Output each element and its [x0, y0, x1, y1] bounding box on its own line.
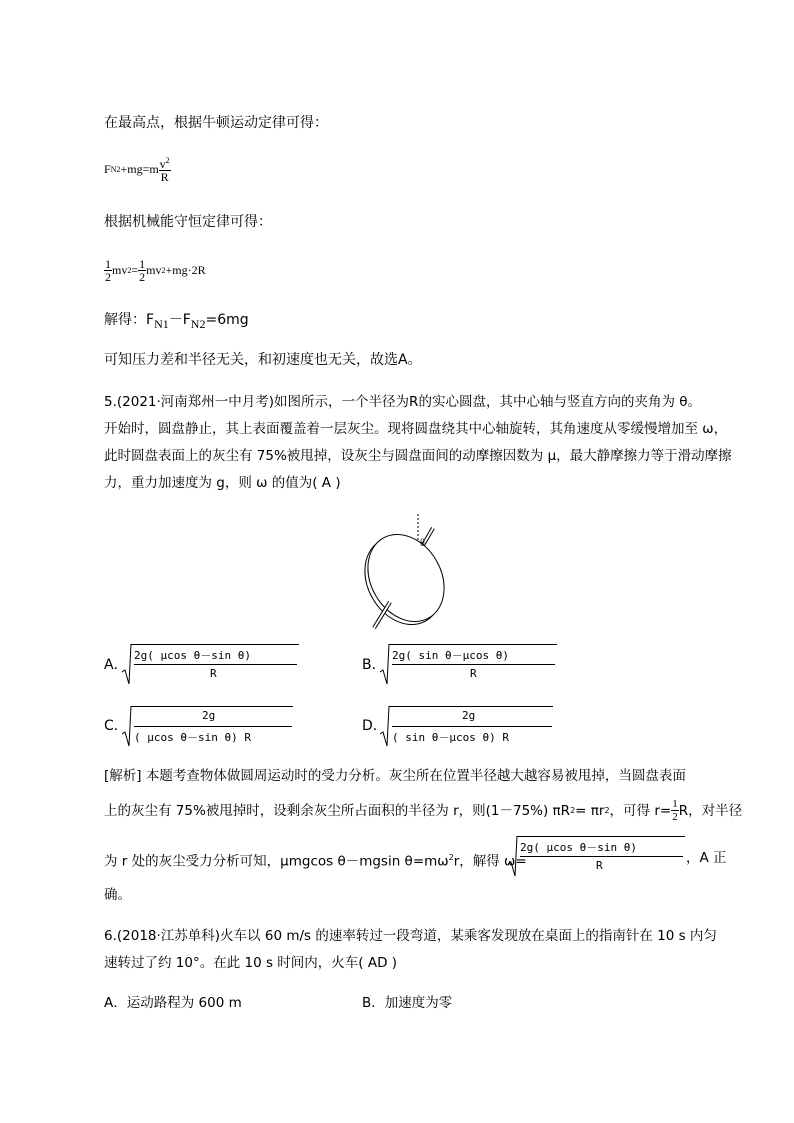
analysis3-b: r，解得 ω= — [453, 853, 527, 870]
l3-b: －F — [168, 312, 191, 328]
eq2-a: mv — [112, 263, 128, 277]
analysis-line-2 — [104, 798, 742, 823]
disk-front — [360, 521, 459, 632]
q6-option-b[interactable]: B．加速度为零 — [362, 995, 453, 1011]
l3-sub2: N2 — [190, 316, 206, 331]
l3-a: 解得：F — [104, 312, 155, 328]
solution-conclusion: 可知压力差和半径无关，和初速度也无关，故选A。 — [104, 352, 422, 368]
analysis-line-3 — [104, 848, 527, 872]
option-c-den: ( μcos θ－sin θ) R — [134, 731, 251, 744]
tilted-disk-figure — [360, 512, 460, 632]
equation-2 — [104, 258, 206, 283]
analysis3-a: 为 r 处的灰尘受力分析可知，μmgcos θ－mgsin θ=mω — [104, 853, 449, 870]
analysis-omega-formula — [508, 834, 688, 878]
eq2-fraction-2 — [138, 258, 146, 283]
l3-c: =6mg — [205, 312, 249, 328]
eq2-a-sup: 2 — [127, 266, 132, 275]
eq2-f1-num: 1 — [105, 257, 111, 271]
analysis3-num: 2g( μcos θ－sin θ) — [520, 841, 637, 854]
eq1-mid: +mg=m — [120, 161, 159, 176]
analysis2-b: = πr — [575, 802, 605, 819]
eq2-eq: = — [131, 263, 139, 277]
q6-line-2: 速转过了约 10°。在此 10 s 时间内，火车( AD ) — [104, 955, 398, 971]
option-a-den: R — [210, 667, 217, 680]
eq2-f1-den: 2 — [105, 270, 111, 284]
l3-sub1: N1 — [154, 316, 169, 331]
option-b-den: R — [470, 667, 477, 680]
option-b-num: 2g( sin θ－μcos θ) — [392, 649, 509, 662]
option-c-label[interactable]: C． — [104, 718, 128, 734]
eq2-f2-num: 1 — [139, 257, 146, 271]
option-a-formula — [122, 642, 302, 686]
eq1-den: R — [160, 170, 169, 184]
solution-text-line: 根据机械能守恒定律可得： — [104, 214, 272, 230]
option-b-label[interactable]: B． — [362, 657, 386, 673]
option-d-den: ( sin θ－μcos θ) R — [392, 731, 509, 744]
eq1-num-sup: 2 — [165, 156, 170, 165]
q5-line-4: 力，重力加速度为 g，则 ω 的值为( A ) — [104, 475, 341, 491]
option-d-formula — [380, 704, 560, 748]
q6-option-a[interactable]: A．运动路程为 600 m — [104, 995, 242, 1011]
analysis2-fden: 2 — [672, 811, 678, 823]
analysis2-fraction — [671, 798, 679, 823]
sqrt-sign — [122, 642, 132, 686]
sqrt-sign — [508, 834, 518, 878]
analysis3-sup: 2 — [448, 853, 454, 862]
eq2-c: +mg·2R — [165, 263, 206, 277]
analysis2-sup1: 2 — [570, 805, 576, 815]
analysis2-a: 上的灰尘有 75%被甩掉时，设剩余灰尘所占面积的半径为 r，则(1－75%) πR — [104, 802, 571, 819]
q5-line-2: 开始时，圆盘静止，其上表面覆盖着一层灰尘。现将圆盘绕其中心轴旋转，其角速度从零缓慢增加至 ω， — [104, 421, 728, 437]
solution-result — [104, 310, 249, 334]
analysis2-c: ，可得 r= — [609, 802, 672, 819]
analysis-line-4: 确。 — [104, 887, 131, 903]
sqrt-sign — [380, 642, 390, 686]
q5-line-1: 5.(2021·河南郑州一中月考)如图所示，一个半径为R的实心圆盘，其中心轴与竖直方向的夹角为 θ。 — [104, 394, 701, 410]
sqrt-sign — [380, 704, 390, 748]
analysis2-sup2: 2 — [604, 805, 610, 815]
option-a-num: 2g( μcos θ－sin θ) — [134, 649, 251, 662]
option-d-label[interactable]: D． — [362, 718, 387, 734]
theta-label: θ — [420, 538, 425, 549]
eq1-left: F — [104, 161, 111, 176]
q6-line-1: 6.(2018·江苏单科)火车以 60 m/s 的速率转过一段弯道，某乘客发现放在桌面上的指南针在 10 s 内匀 — [104, 928, 717, 944]
option-c-num: 2g — [202, 709, 216, 722]
analysis2-d: R，对半径 — [678, 802, 743, 819]
analysis3-den: R — [596, 859, 603, 872]
eq1-num: v — [159, 157, 166, 171]
option-c-formula — [122, 704, 302, 748]
analysis2-fnum: 1 — [672, 798, 678, 810]
eq1-fraction — [159, 155, 171, 183]
analysis3-c: ，A 正 — [686, 850, 727, 866]
eq2-f2-den: 2 — [139, 270, 146, 284]
sqrt-sign — [122, 704, 132, 748]
option-a-label[interactable]: A． — [104, 657, 128, 673]
solution-text-line: 在最高点，根据牛顿运动定律可得： — [104, 115, 328, 131]
eq2-b-sup: 2 — [161, 266, 166, 275]
q5-line-3: 此时圆盘表面上的灰尘有 75%被甩掉，设灰尘与圆盘面间的动摩擦因数为 μ，最大静摩擦力等于滑动摩擦 — [104, 448, 732, 464]
analysis-line-1: [解析] 本题考查物体做圆周运动时的受力分析。灰尘所在位置半径越大越容易被甩掉，当圆盘表面 — [104, 768, 686, 784]
equation-1 — [104, 155, 171, 183]
eq2-b: mv — [146, 263, 162, 277]
option-b-formula — [380, 642, 560, 686]
eq1-sub: N2 — [110, 164, 121, 174]
option-d-num: 2g — [462, 709, 476, 722]
eq2-fraction-1 — [104, 258, 112, 283]
